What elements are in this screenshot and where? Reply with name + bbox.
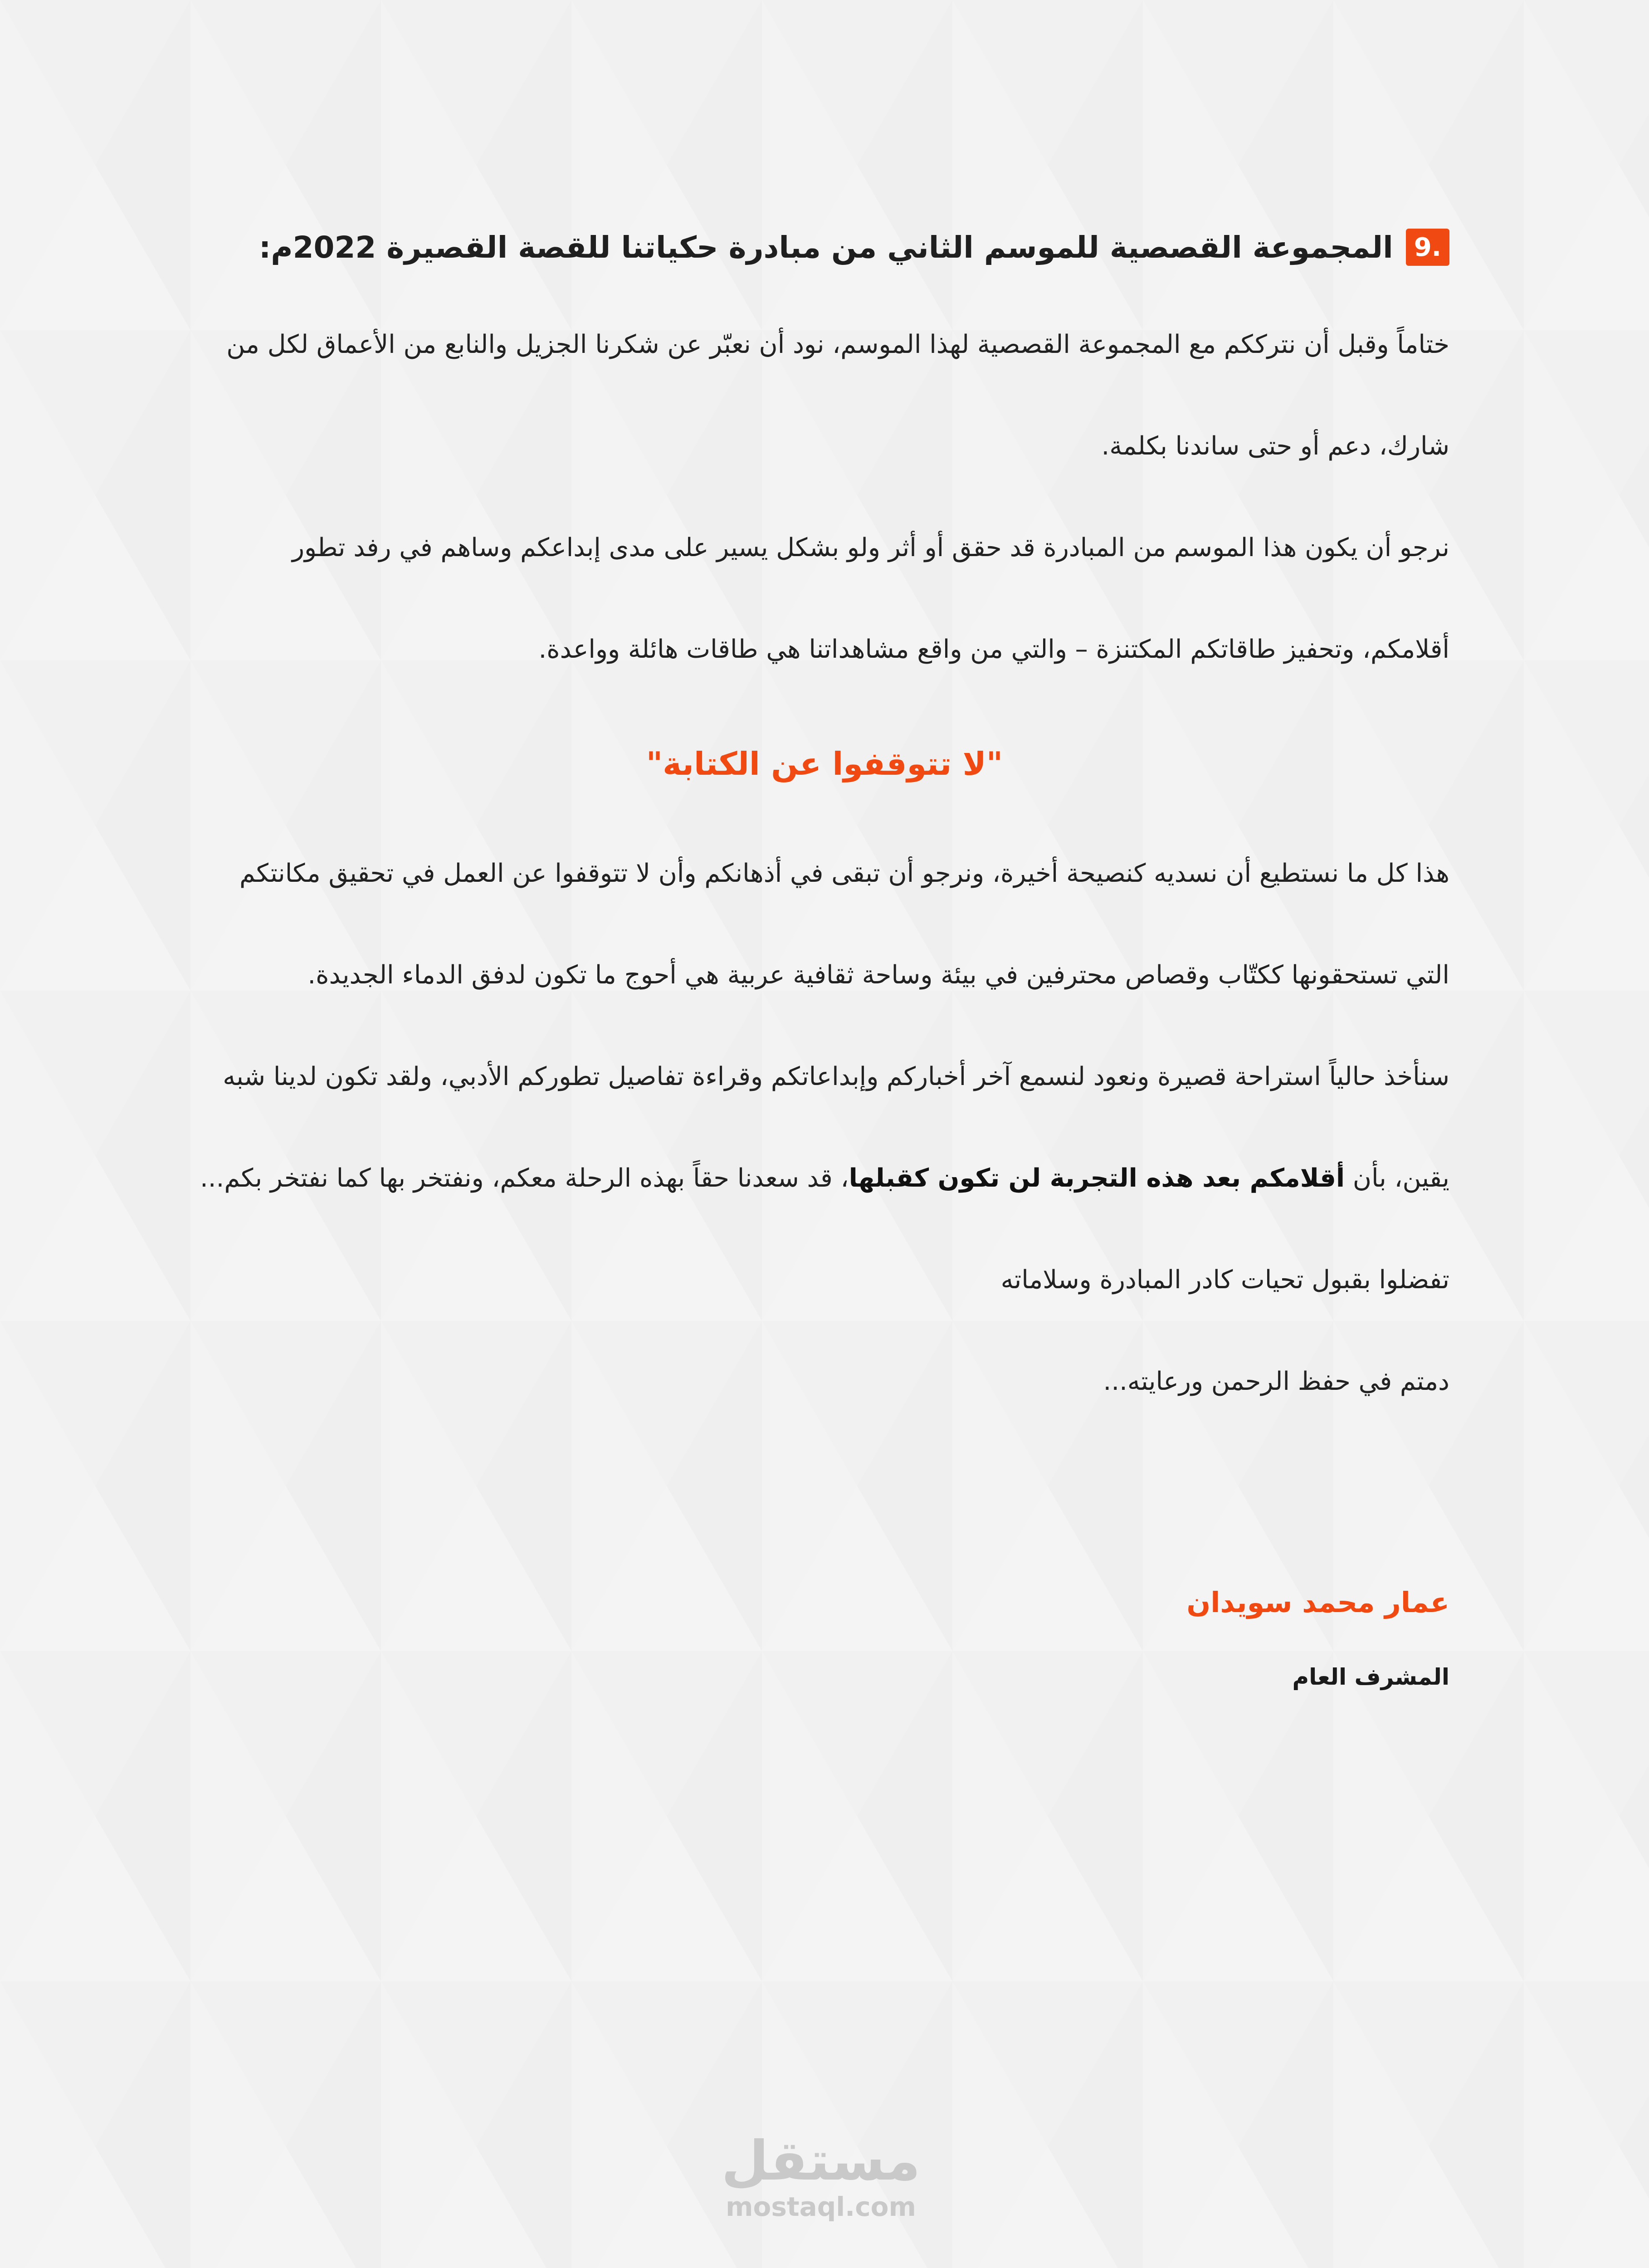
paragraph-advice: هذا كل ما نستطيع أن نسديه كنصيحة أخيرة، ونرجو أن تبقى في أذهانكم وأن لا تتوقفوا عن العمل في تحقيق مكانتكم التي تستحقونها ككتّاب وقصاص محترفين في بيئة وساحة ثقافية عربية هي أحوج ما تكون لدفق الدماء الجديدة. [239, 859, 1449, 990]
watermark-logo: مستقل [721, 2130, 921, 2193]
section-number-badge: 9. [1406, 229, 1449, 266]
paragraph-greetings: تفضلوا بقبول تحيات كادر المبادرة وسلاماته [1000, 1265, 1449, 1295]
paragraph-break-bold: أقلامكم بعد هذه التجربة لن تكون كقبلها [849, 1163, 1345, 1193]
paragraph-hope: نرجو أن يكون هذا الموسم من المبادرة قد حقق أو أثر ولو بشكل يسير على مدى إبداعكم وساهم في رفد تطور أقلامكم، وتحفيز طاقاتكم المكتنزة – والتي من واقع مشاهداتنا هي طاقات هائلة وواعدة. [292, 533, 1449, 664]
paragraph-thanks: ختاماً وقبل أن نترككم مع المجموعة القصصية لهذا الموسم، نود أن نعبّر عن شكرنا الجزيل والنابع من الأعماق لكل من شارك، دعم أو حتى ساندنا بكلمة. [226, 330, 1449, 461]
signature-name: عمار محمد سويدان [1186, 1586, 1449, 1619]
highlight-quote: "لا تتوقفوا عن الكتابة" [646, 745, 1003, 782]
paragraph-break [200, 1026, 1449, 1229]
page-content [200, 222, 1449, 1690]
signature-block [200, 1582, 1449, 1690]
mostaql-watermark [707, 2132, 934, 2223]
signature-title: المشرف العام [1292, 1664, 1449, 1690]
paragraph-farewell: دمتم في حفظ الرحمن ورعايته... [1103, 1367, 1449, 1396]
watermark-url: mostaql.com [726, 2191, 916, 2222]
section-heading [200, 222, 1449, 272]
paragraph-break-start: سنأخذ حالياً استراحة قصيرة ونعود لنسمع آخر أخباركم وإبداعاتكم وقراءة تفاصيل تطوركم الأدبي، ولقد تكون لدينا شبه يقين، بأن [223, 1062, 1449, 1193]
paragraph-break-end: ، قد سعدنا حقاً بهذه الرحلة معكم، ونفتخر بها كما نفتخر بكم... [200, 1163, 849, 1193]
section-title: المجموعة القصصية للموسم الثاني من مبادرة حكياتنا للقصة القصيرة 2022م: [259, 230, 1393, 265]
